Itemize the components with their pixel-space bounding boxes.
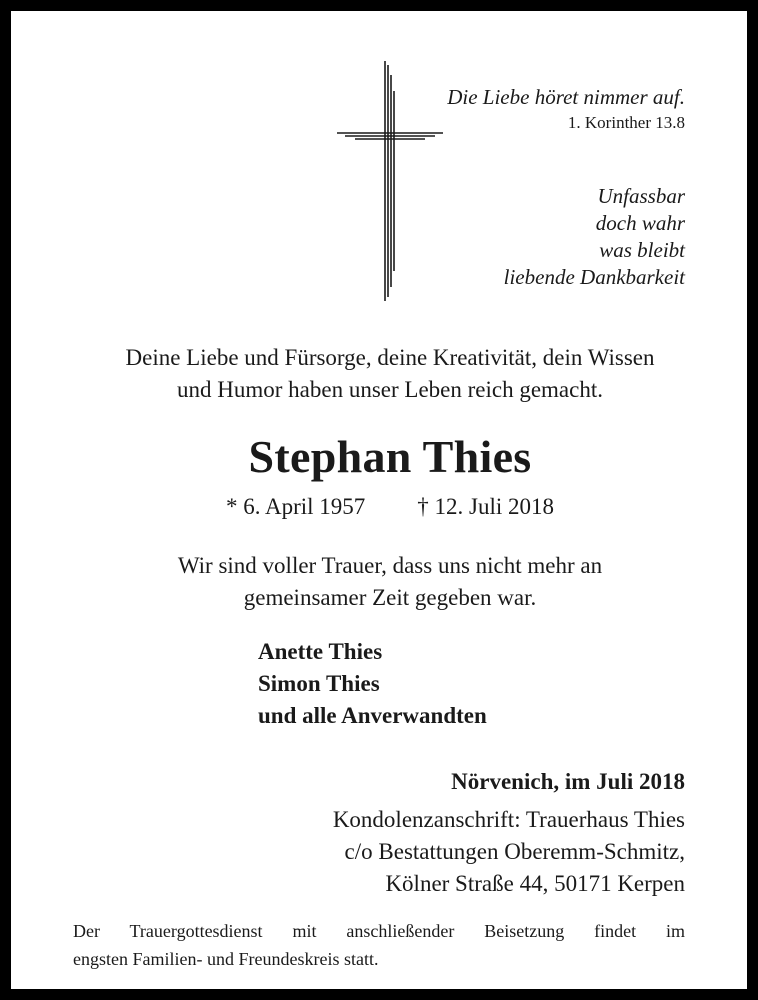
birth-date: * 6. April 1957 bbox=[225, 494, 366, 519]
mourner-name: und alle Anverwandten bbox=[258, 703, 487, 728]
motto-line: was bleibt bbox=[599, 238, 685, 262]
bible-quote-text: Die Liebe höret nimmer auf. bbox=[447, 85, 685, 109]
cross-icon bbox=[337, 61, 443, 301]
intro-text bbox=[22, 342, 758, 406]
condolence-line: c/o Bestattungen Oberemm-Schmitz, bbox=[344, 839, 685, 864]
condolence-address bbox=[333, 804, 685, 900]
mourning-text bbox=[22, 550, 758, 614]
motto-line: liebende Dankbarkeit bbox=[503, 265, 685, 289]
intro-line: und Humor haben unser Leben reich gemacht. bbox=[177, 377, 603, 402]
life-dates bbox=[22, 491, 758, 523]
intro-line: Deine Liebe und Fürsorge, deine Kreativität, dein Wissen bbox=[125, 345, 655, 370]
motto-line: Unfassbar bbox=[597, 184, 685, 208]
service-line: Der Trauergottesdienst mit anschließender Beisetzung findet im bbox=[73, 921, 685, 941]
deceased-name: Stephan Thies bbox=[248, 431, 532, 482]
death-date: † 12. Juli 2018 bbox=[417, 494, 554, 519]
mourning-line: Wir sind voller Trauer, dass uns nicht mehr an bbox=[177, 553, 603, 578]
place-date: Nörvenich, im Juli 2018 bbox=[451, 769, 685, 794]
condolence-line: Kölner Straße 44, 50171 Kerpen bbox=[385, 871, 685, 896]
mourner-name: Anette Thies bbox=[258, 639, 383, 664]
mourning-line: gemeinsamer Zeit gegeben war. bbox=[243, 585, 537, 610]
mourners-list bbox=[258, 636, 487, 732]
mourner-name: Simon Thies bbox=[258, 671, 380, 696]
service-notice bbox=[73, 917, 685, 973]
condolence-line: Kondolenzanschrift: Trauerhaus Thies bbox=[332, 807, 685, 832]
motto bbox=[504, 183, 685, 291]
service-line: engsten Familien- und Freundeskreis statt. bbox=[73, 949, 379, 969]
motto-line: doch wahr bbox=[595, 211, 685, 235]
bible-quote bbox=[447, 84, 685, 135]
bible-quote-reference: 1. Korinther 13.8 bbox=[567, 113, 685, 132]
